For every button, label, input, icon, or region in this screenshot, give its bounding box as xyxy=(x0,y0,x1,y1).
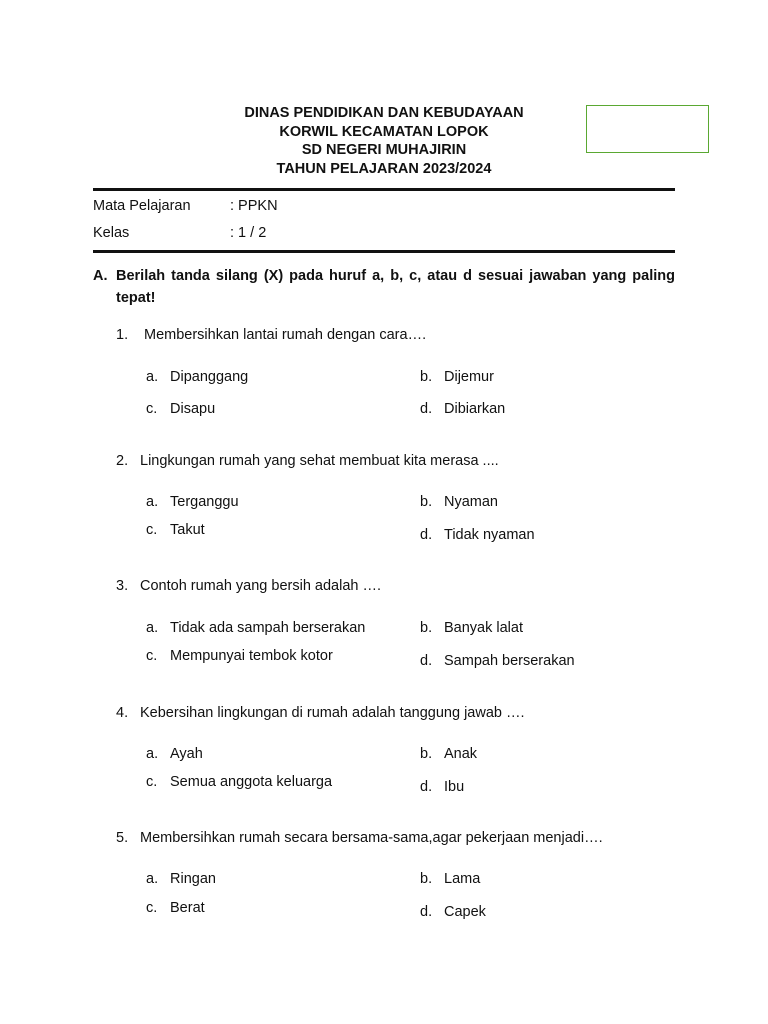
class-value: : 1 / 2 xyxy=(230,225,267,241)
option-b[interactable] xyxy=(420,746,477,762)
question-1 xyxy=(116,327,426,343)
question-text: Membersihkan rumah secara bersama-sama,agar pekerjaan menjadi…. xyxy=(140,830,603,846)
instruction xyxy=(93,266,675,309)
option-a[interactable] xyxy=(146,871,216,887)
option-letter: a. xyxy=(146,369,159,385)
option-text: Lama xyxy=(444,871,481,887)
option-d[interactable] xyxy=(420,904,486,920)
option-a[interactable] xyxy=(146,494,239,510)
class-label: Kelas xyxy=(93,225,130,241)
option-c[interactable] xyxy=(146,522,205,538)
option-letter: c. xyxy=(146,900,158,916)
option-text: Berat xyxy=(170,900,205,916)
option-letter: d. xyxy=(420,904,433,920)
option-letter: d. xyxy=(420,653,433,669)
header-line-1: DINAS PENDIDIKAN DAN KEBUDAYAAN xyxy=(244,105,524,121)
header-line-3: SD NEGERI MUHAJIRIN xyxy=(301,142,467,158)
option-a[interactable] xyxy=(146,369,248,385)
option-text: Terganggu xyxy=(170,494,239,510)
option-c[interactable] xyxy=(146,401,215,417)
option-c[interactable] xyxy=(146,648,333,664)
option-letter: a. xyxy=(146,620,159,636)
option-letter: a. xyxy=(146,494,159,510)
option-d[interactable] xyxy=(420,653,575,669)
option-text: Banyak lalat xyxy=(444,620,523,636)
option-text: Dijemur xyxy=(444,369,494,385)
option-b[interactable] xyxy=(420,494,498,510)
header-divider-top xyxy=(93,188,675,191)
question-text: Contoh rumah yang bersih adalah …. xyxy=(140,578,382,594)
option-letter: c. xyxy=(146,401,158,417)
option-text: Disapu xyxy=(170,401,216,417)
option-letter: b. xyxy=(420,746,433,762)
option-a[interactable] xyxy=(146,620,365,636)
subject-value: : PPKN xyxy=(230,198,278,214)
option-d[interactable] xyxy=(420,779,464,795)
option-c[interactable] xyxy=(146,774,332,790)
question-4 xyxy=(116,705,525,721)
header-line-4: TAHUN PELAJARAN 2023/2024 xyxy=(276,160,492,177)
question-text: Membersihkan lantai rumah dengan cara…. xyxy=(144,327,427,343)
option-b[interactable] xyxy=(420,620,523,636)
header-divider-bottom xyxy=(93,250,675,253)
option-text: Nyaman xyxy=(444,494,498,510)
option-text: Takut xyxy=(170,522,205,538)
option-letter: d. xyxy=(420,779,433,795)
option-text: Capek xyxy=(444,904,486,920)
option-text: Dipanggang xyxy=(170,369,249,385)
option-letter: b. xyxy=(420,369,433,385)
option-text: Ayah xyxy=(170,746,203,762)
option-a[interactable] xyxy=(146,746,203,762)
option-letter: a. xyxy=(146,746,159,762)
option-letter: d. xyxy=(420,401,433,417)
question-number: 2. xyxy=(116,453,129,469)
option-b[interactable] xyxy=(420,369,494,385)
option-text: Ringan xyxy=(170,871,216,887)
option-d[interactable] xyxy=(420,527,535,543)
option-letter: a. xyxy=(146,871,159,887)
school-header xyxy=(200,104,568,178)
option-text: Tidak ada sampah berserakan xyxy=(170,620,366,636)
option-letter: d. xyxy=(420,527,433,543)
option-text: Dibiarkan xyxy=(444,401,506,417)
option-letter: c. xyxy=(146,648,158,664)
question-number: 1. xyxy=(116,327,129,343)
instruction-letter: A. xyxy=(93,268,108,284)
question-number: 4. xyxy=(116,705,129,721)
option-d[interactable] xyxy=(420,401,505,417)
option-c[interactable] xyxy=(146,900,205,916)
question-number: 3. xyxy=(116,578,129,594)
option-text: Mempunyai tembok kotor xyxy=(170,648,333,664)
option-b[interactable] xyxy=(420,871,480,887)
option-letter: c. xyxy=(146,522,158,538)
question-number: 5. xyxy=(116,830,129,846)
option-letter: c. xyxy=(146,774,158,790)
option-letter: b. xyxy=(420,620,433,636)
option-letter: b. xyxy=(420,871,433,887)
option-letter: b. xyxy=(420,494,433,510)
question-3 xyxy=(116,578,381,594)
score-box xyxy=(586,105,709,153)
question-2 xyxy=(116,453,499,469)
option-text: Anak xyxy=(444,746,478,762)
question-text: Lingkungan rumah yang sehat membuat kita merasa .... xyxy=(140,453,499,469)
header-line-2: KORWIL KECAMATAN LOPOK xyxy=(279,123,489,140)
question-5 xyxy=(116,830,603,846)
subject-label: Mata Pelajaran xyxy=(93,198,191,214)
option-text: Tidak nyaman xyxy=(444,527,535,543)
option-text: Sampah berserakan xyxy=(444,653,575,669)
option-text: Semua anggota keluarga xyxy=(170,774,333,790)
question-text: Kebersihan lingkungan di rumah adalah tanggung jawab …. xyxy=(140,705,525,721)
instruction-text: Berilah tanda silang (X) pada huruf a, b, c, atau d sesuai jawaban yang paling tepat! xyxy=(116,268,675,306)
option-text: Ibu xyxy=(444,779,465,795)
